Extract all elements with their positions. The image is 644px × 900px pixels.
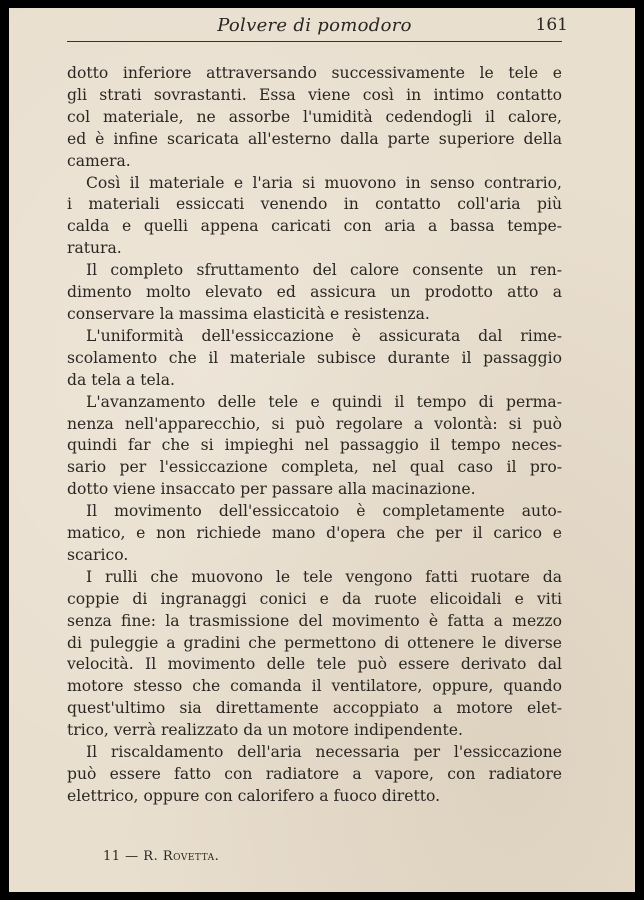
- text-line: col materiale, ne assorbe l'umidità cedendogli il calore,: [67, 107, 562, 126]
- paragraph: [67, 173, 562, 261]
- text-line: trico, verrà realizzato da un motore indipendente.: [67, 721, 463, 740]
- text-line: camera.: [67, 151, 131, 170]
- text-line: dotto viene insaccato per passare alla macinazione.: [67, 480, 476, 499]
- text-line: L'uniformità dell'essiccazione è assicurata dal rime-: [86, 326, 562, 345]
- running-title: Polvere di pomodoro: [217, 15, 412, 36]
- text-line: di puleggie a gradini che permettono di ottenere le diverse: [67, 633, 562, 652]
- text-line: matico, e non richiede mano d'opera che per il carico e: [67, 524, 562, 543]
- text-line: conservare la massima elasticità e resistenza.: [67, 304, 430, 323]
- paragraph: [67, 326, 562, 392]
- text-line: quindi far che si impieghi nel passaggio il tempo neces-: [67, 436, 562, 455]
- paragraph: [67, 567, 562, 742]
- text-line: quest'ultimo sia direttamente accoppiato a motore elet-: [67, 699, 562, 718]
- text-line: I rulli che muovono le tele vengono fatti ruotare da: [86, 567, 562, 586]
- text-line: ed è infine scaricata all'esterno dalla parte superiore della: [67, 129, 562, 148]
- text-line: sario per l'essiccazione completa, nel qual caso il pro-: [67, 458, 562, 477]
- text-line: nenza nell'apparecchio, si può regolare a volontà: si può: [67, 414, 562, 433]
- paragraph: [67, 63, 562, 173]
- paragraph: [67, 392, 562, 502]
- text-line: Il completo sfruttamento del calore consente un ren-: [86, 261, 562, 280]
- running-head: [67, 11, 568, 42]
- text-line: coppie di ingranaggi conici e da ruote elicoidali e viti: [67, 589, 562, 608]
- text-line: elettrico, oppure con calorifero a fuoco diretto.: [67, 786, 441, 805]
- page-number: 161: [535, 15, 568, 35]
- book-page: [9, 8, 635, 892]
- paragraph: [67, 742, 562, 808]
- text-line: Così il materiale e l'aria si muovono in senso contrario,: [86, 173, 562, 192]
- printer-signature: [103, 849, 219, 864]
- text-line: Il movimento dell'essiccatoio è completamente auto-: [86, 502, 562, 521]
- text-line: può essere fatto con radiatore a vapore, con radiatore: [67, 765, 562, 783]
- text-line: ratura.: [67, 239, 122, 258]
- text-line: scolamento che il materiale subisce durante il passaggio: [67, 348, 562, 367]
- text-line: dimento molto elevato ed assicura un prodotto atto a: [67, 283, 562, 302]
- text-line: dotto inferiore attraversando successivamente le tele e: [67, 64, 562, 82]
- signature-mark: 11 — R.: [103, 849, 163, 864]
- text-line: scarico.: [67, 545, 129, 564]
- paragraph: [67, 501, 562, 567]
- text-line: Il riscaldamento dell'aria necessaria per l'essiccazione: [86, 743, 562, 762]
- paragraph: [67, 260, 562, 326]
- body-text: [67, 63, 562, 808]
- text-line: da tela a tela.: [67, 370, 175, 389]
- text-line: L'avanzamento delle tele e quindi il tempo di perma-: [86, 392, 562, 411]
- signature-name: Rovetta.: [162, 849, 220, 864]
- text-line: i materiali essiccati venendo in contatto coll'aria più: [67, 195, 562, 214]
- text-line: motore stesso che comanda il ventilatore, oppure, quando: [67, 677, 562, 696]
- text-line: velocità. Il movimento delle tele può essere derivato dal: [67, 655, 562, 674]
- text-line: calda e quelli appena caricati con aria a bassa tempe-: [67, 217, 562, 236]
- text-line: gli strati sovrastanti. Essa viene così in intimo contatto: [67, 85, 562, 104]
- text-line: senza fine: la trasmissione del movimento è fatta a mezzo: [67, 611, 562, 630]
